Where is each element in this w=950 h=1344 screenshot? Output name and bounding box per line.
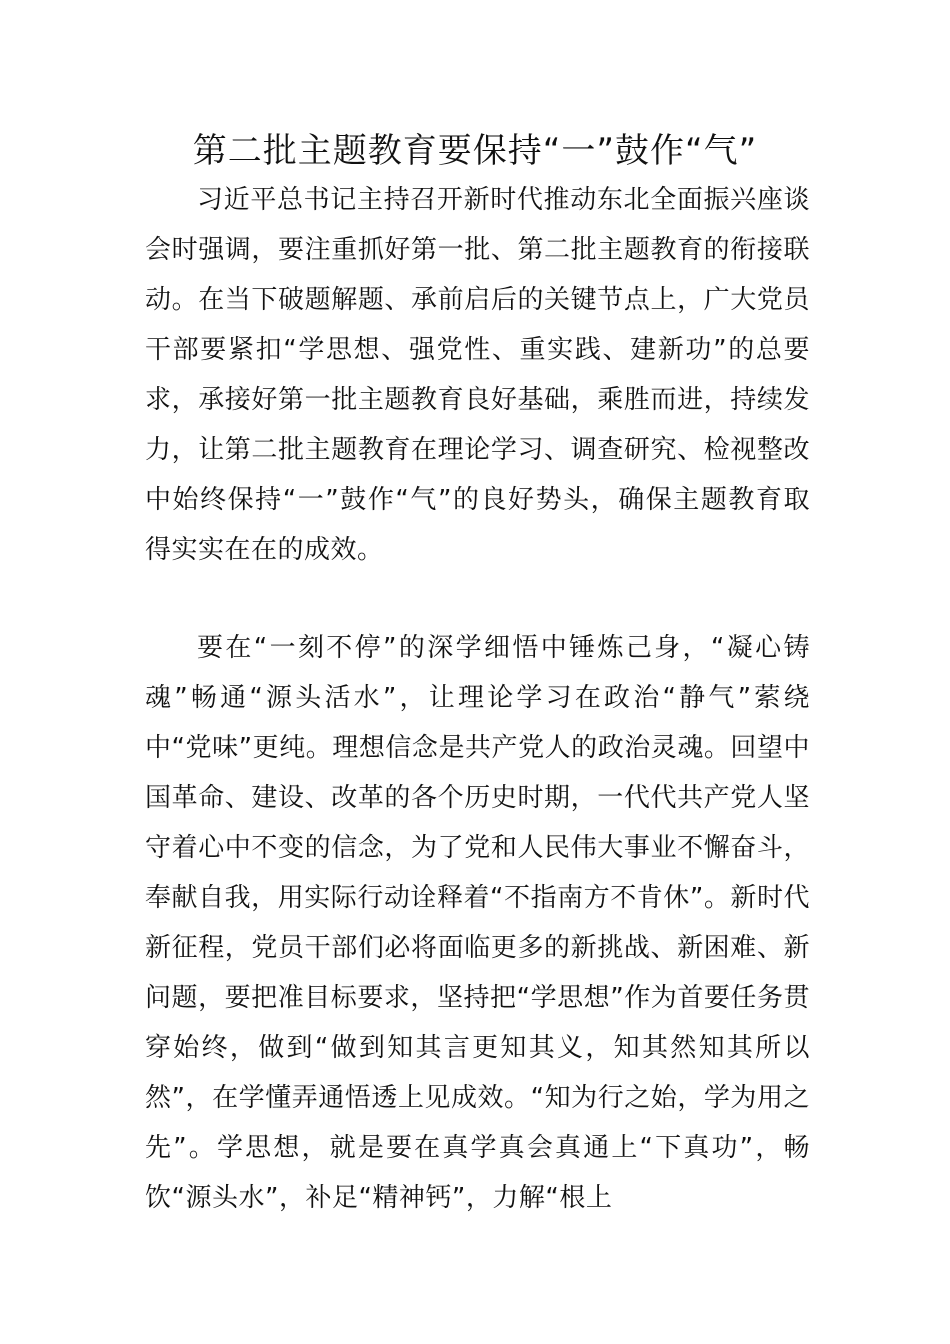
document-title: 第二批主题教育要保持“一”鼓作“气”: [192, 131, 758, 171]
paragraph-theory-study: 要在“一刻不停”的深学细悟中锤炼己身，“凝心铸魂”畅通“源头活水”，让理论学习在政治“静气”萦绕中“党味”更纯。理想信念是共产党人的政治灵魂。回望中国革命、建设、改革的各个历史时期，一代代共产党人坚守着心中不变的信念，为了党和人民伟大事业不懈奋斗，奉献自我，用实际行动诠释着“不指南方不肯休”。新时代新征程，党员干部们必将面临更多的新挑战、新困难、新问题，要把准目标要求，坚持把“学思想”作为首要任务贯穿始终，做到“做到知其言更知其义，知其然知其所以然”，在学懂弄通悟透上见成效。“知为行之始，学为用之先”。学思想，就是要在真学真会真通上“下真功”，畅饮“源头水”，补足“精神钙”，力解“根上: [145, 633, 810, 1213]
paragraph-intro: 习近平总书记主持召开新时代推动东北全面振兴座谈会时强调，要注重抓好第一批、第二批主题教育的衔接联动。在当下破题解题、承前启后的关键节点上，广大党员干部要紧扣“学思想、强党性、重实践、建新功”的总要求，承接好第一批主题教育良好基础，乘胜而进，持续发力，让第二批主题教育在理论学习、调查研究、检视整改中始终保持“一”鼓作“气”的良好势头，确保主题教育取得实实在在的成效。: [145, 185, 810, 565]
